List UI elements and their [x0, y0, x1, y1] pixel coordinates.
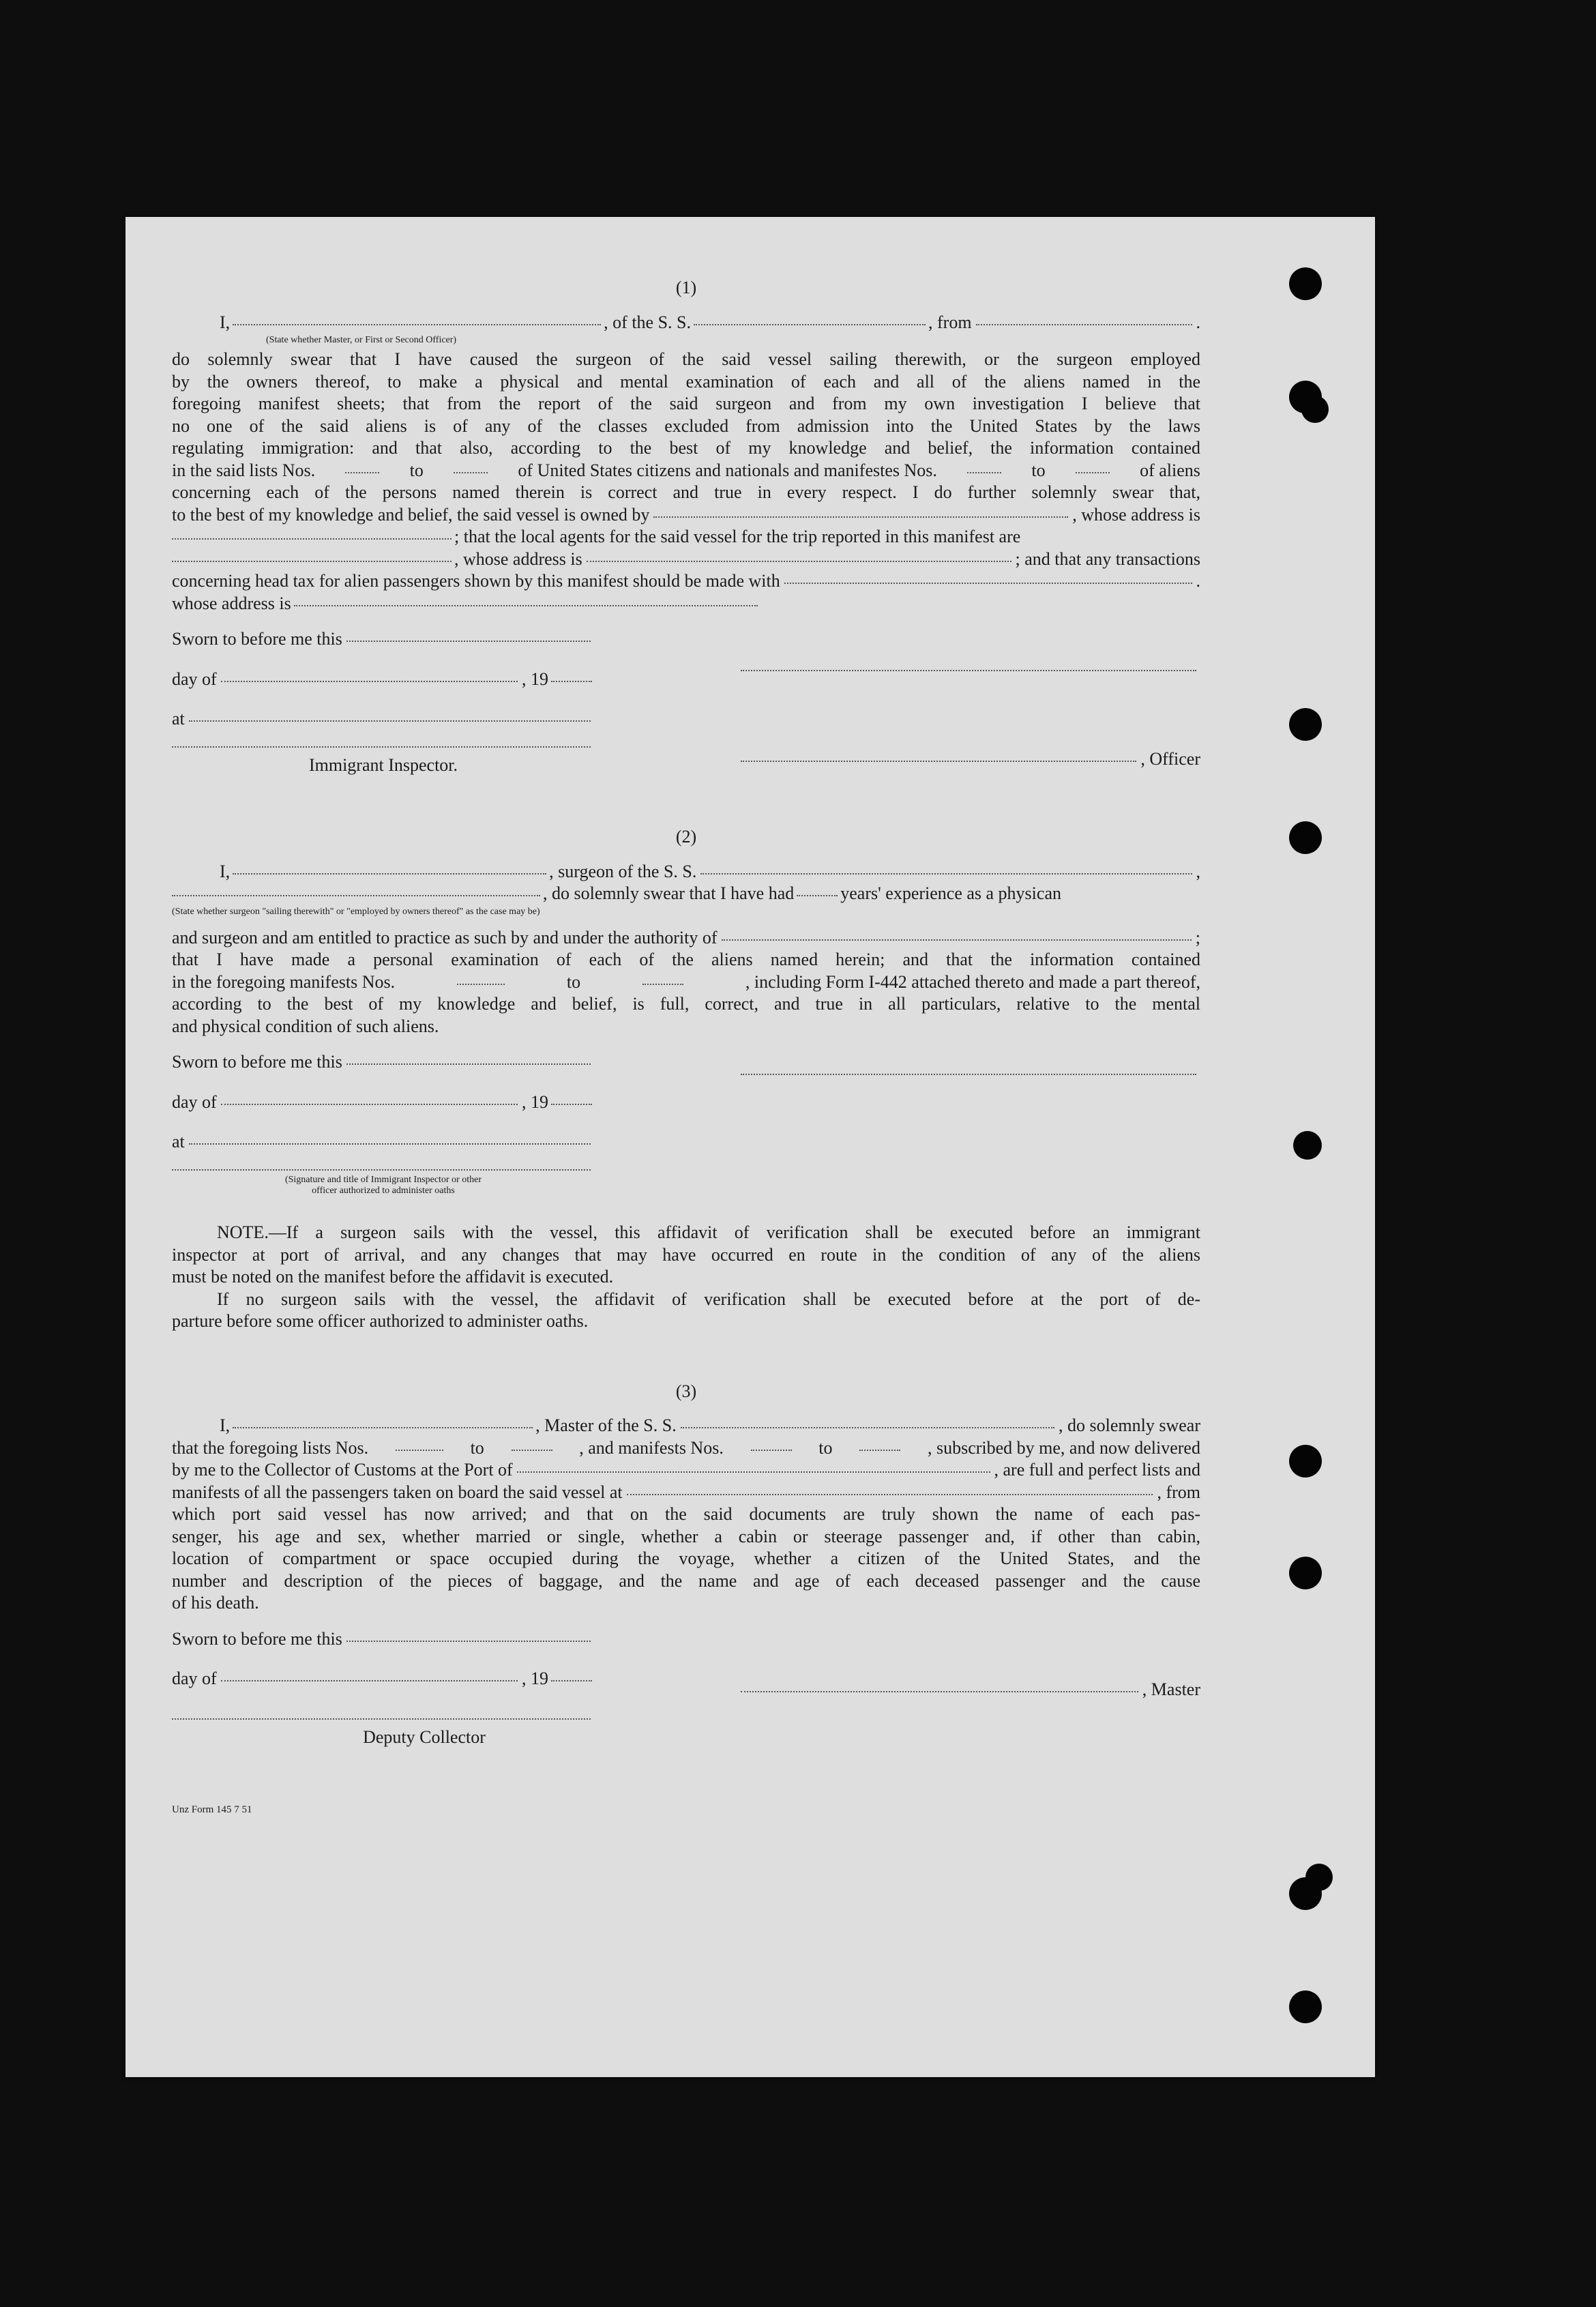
inspector-caption: Immigrant Inspector. — [308, 754, 458, 775]
sworn-year-field[interactable] — [551, 680, 592, 682]
body-line: that I have made a personal examination of each of the aliens named herein; and that the information contained — [172, 950, 1200, 969]
section3-line1: I, , Master of the S. S. , do solemnly swear — [220, 1415, 1200, 1435]
collector-port-field[interactable] — [517, 1471, 990, 1473]
sworn-date-field[interactable] — [346, 640, 591, 642]
section2-line1: I, , surgeon of the S. S. , — [220, 861, 1200, 881]
punch-hole — [1301, 396, 1329, 423]
body-line: number and description of the pieces of baggage, and the name and age of each deceased passenger and the cause — [172, 1570, 1200, 1591]
section3-signature-block: Sworn to before me this day of , 19 Deputy Collector , Master — [172, 1628, 1200, 1772]
section2-signature-block: Sworn to before me this day of , 19 at (Signature and title of Immigrant Inspector or other officer authorized to administer oaths — [172, 1051, 1200, 1222]
manifest-from-field[interactable] — [967, 471, 1001, 473]
note-line: inspector at port of arrival, and any changes that may have occurred en route in the condition of any of the aliens — [172, 1244, 1200, 1265]
s2-sworn-year-field[interactable] — [551, 1103, 592, 1105]
s2-manifest-to-field[interactable] — [642, 983, 683, 985]
departure-port-field[interactable] — [976, 323, 1192, 325]
years-experience-field[interactable] — [797, 894, 838, 896]
master-signature-field[interactable] — [741, 1690, 1138, 1692]
vessel-name-field[interactable] — [694, 323, 926, 325]
sworn-month-field[interactable] — [221, 680, 518, 682]
s3-sworn-date-field[interactable] — [346, 1640, 591, 1642]
surgeon-name-field[interactable] — [233, 872, 546, 875]
s2-sworn-month-field[interactable] — [221, 1103, 518, 1105]
authority-field[interactable] — [722, 939, 1192, 941]
note-line: NOTE.—If a surgeon sails with the vessel, this affidavit of verification shall be executed before an immigrant — [217, 1222, 1200, 1242]
section1-address-line: whose address is — [172, 593, 1200, 615]
field-note: (State whether Master, or First or Second Officer) — [266, 335, 457, 345]
body-line: and physical condition of such aliens. — [172, 1016, 439, 1036]
s3-list-to-field[interactable] — [512, 1449, 552, 1451]
form-content — [172, 277, 1200, 1821]
s2-sworn-date-field[interactable] — [346, 1063, 591, 1065]
s3-sworn-year-field[interactable] — [551, 1679, 592, 1681]
list-to-field[interactable] — [454, 471, 488, 473]
surgeon-vessel-field[interactable] — [700, 872, 1192, 875]
note-block — [172, 1222, 1200, 1333]
section3-lists-line: that the foregoing lists Nos. to , and manifests Nos. to , subscribed by me, and now delivered — [172, 1437, 1200, 1458]
punch-hole — [1289, 1990, 1322, 2023]
form-number: Unz Form 145 7 51 — [172, 1804, 252, 1815]
officer-name-field[interactable] — [741, 669, 1196, 671]
s3-manifest-to-field[interactable] — [859, 1449, 900, 1451]
section2-line2: , do solemnly swear that I have had years' experience as a physican — [172, 883, 1200, 905]
s2-manifest-from-field[interactable] — [457, 983, 505, 985]
signature-caption: (Signature and title of Immigrant Inspector or other — [284, 1174, 482, 1185]
s3-list-from-field[interactable] — [396, 1449, 443, 1451]
master-name-field[interactable] — [233, 1426, 533, 1428]
section2-manifests-line: in the foregoing manifests Nos. to , including Form I-442 attached thereto and made a part thereof, — [172, 971, 1200, 992]
master-vessel-field[interactable] — [681, 1426, 1054, 1428]
form-sheet — [125, 217, 1375, 2077]
headtax-address-field[interactable] — [294, 604, 758, 606]
section1-agent-address-line: , whose address is ; and that any transactions — [172, 548, 1200, 571]
punch-hole — [1293, 1131, 1322, 1160]
officer-rank-field[interactable] — [233, 323, 601, 325]
list-from-field[interactable] — [345, 471, 379, 473]
s2-official-signature-field[interactable] — [172, 1169, 591, 1171]
body-line: location of compartment or space occupied during the voyage, whether a citizen of the United States, and the — [172, 1548, 1200, 1568]
boarding-port-field[interactable] — [627, 1493, 1153, 1495]
surgeon-status-field[interactable] — [172, 894, 540, 896]
body-line: foregoing manifest sheets; that from the report of the said surgeon and from my own investigation I believe that — [172, 394, 1200, 413]
s3-sworn-month-field[interactable] — [221, 1679, 518, 1681]
body-line: do solemnly swear that I have caused the surgeon of the said vessel sailing therewith, or the surgeon employed — [172, 349, 1200, 369]
body-line: according to the best of my knowledge and belief, is full, correct, and true in all particulars, relative to the mental — [172, 994, 1200, 1014]
s3-manifest-from-field[interactable] — [751, 1449, 792, 1451]
body-line: senger, his age and sex, whether married or single, whether a cabin or steerage passenger and, if other than cabin, — [172, 1526, 1200, 1546]
section1-agents-line: ; that the local agents for the said vessel for the trip reported in this manifest are — [172, 526, 1200, 548]
section1-owner-line: to the best of my knowledge and belief, the said vessel is owned by , whose address is — [172, 504, 1200, 525]
section1-line1: I, , of the S. S. , from . — [220, 312, 1200, 332]
agents-field[interactable] — [172, 560, 452, 562]
sworn-place-field[interactable] — [189, 720, 591, 722]
punch-hole — [1289, 267, 1322, 300]
body-line: of his death. — [172, 1593, 259, 1613]
punch-hole — [1289, 708, 1322, 741]
section3-port-line: by me to the Collector of Customs at the Port of , are full and perfect lists and — [172, 1460, 1200, 1480]
section1-lists-line: in the said lists Nos. to of United States citizens and nationals and manifestes Nos. to of aliens — [172, 460, 1200, 480]
body-line: by the owners thereof, to make a physical and mental examination of each and all of the aliens named in the — [172, 371, 1200, 392]
section3-boarding-line: manifests of all the passengers taken on board the said vessel at , from — [172, 1482, 1200, 1502]
owner-field[interactable] — [653, 516, 1068, 518]
section-number: (2) — [675, 827, 697, 847]
body-line: which port said vessel has now arrived; and that on the said documents are truly shown the name of each pas- — [172, 1504, 1200, 1524]
note-line: If no surgeon sails with the vessel, the affidavit of verification shall be executed before at the port of de- — [217, 1289, 1200, 1309]
punch-hole — [1289, 1557, 1322, 1589]
note-line: must be noted on the manifest before the affidavit is executed. — [172, 1267, 614, 1287]
agents-address-field[interactable] — [587, 560, 1011, 562]
s2-sworn-place-field[interactable] — [189, 1143, 591, 1145]
section1-headtax-line: concerning head tax for alien passengers shown by this manifest should be made with . — [172, 571, 1200, 591]
headtax-party-field[interactable] — [784, 582, 1192, 584]
note-line: parture before some officer authorized to administer oaths. — [172, 1311, 589, 1331]
signature-caption: officer authorized to administer oaths — [312, 1185, 455, 1196]
deputy-signature-field[interactable] — [172, 1718, 591, 1720]
section2-authority-line: and surgeon and am entitled to practice as such by and under the authority of ; — [172, 927, 1200, 947]
manifest-to-field[interactable] — [1076, 471, 1110, 473]
section-number: (1) — [675, 278, 697, 297]
body-line: no one of the said aliens is of any of the classes excluded from admission into the United States by the laws — [172, 415, 1200, 436]
section-number: (3) — [675, 1381, 697, 1401]
punch-hole — [1289, 1445, 1322, 1478]
officer-signature-field[interactable] — [741, 760, 1136, 762]
deputy-caption: Deputy Collector — [363, 1726, 486, 1747]
punch-hole — [1289, 821, 1322, 854]
surgeon-signature-field[interactable] — [741, 1073, 1196, 1075]
body-line: regulating immigration: and that also, according to the best of my knowledge and belief, the information contained — [172, 438, 1200, 458]
field-note: (State whether surgeon "sailing therewith" or "employed by owners thereof" as the case may be) — [172, 906, 540, 917]
inspector-signature-field[interactable] — [172, 746, 591, 748]
section1-signature-block: Sworn to before me this day of , 19 at Immigrant Inspector. , Officer — [172, 628, 1200, 799]
body-line: concerning each of the persons named therein is correct and true in every respect. I do further solemnly swear that, — [172, 482, 1200, 502]
owner-address-field[interactable] — [172, 538, 452, 540]
punch-hole — [1305, 1864, 1333, 1891]
